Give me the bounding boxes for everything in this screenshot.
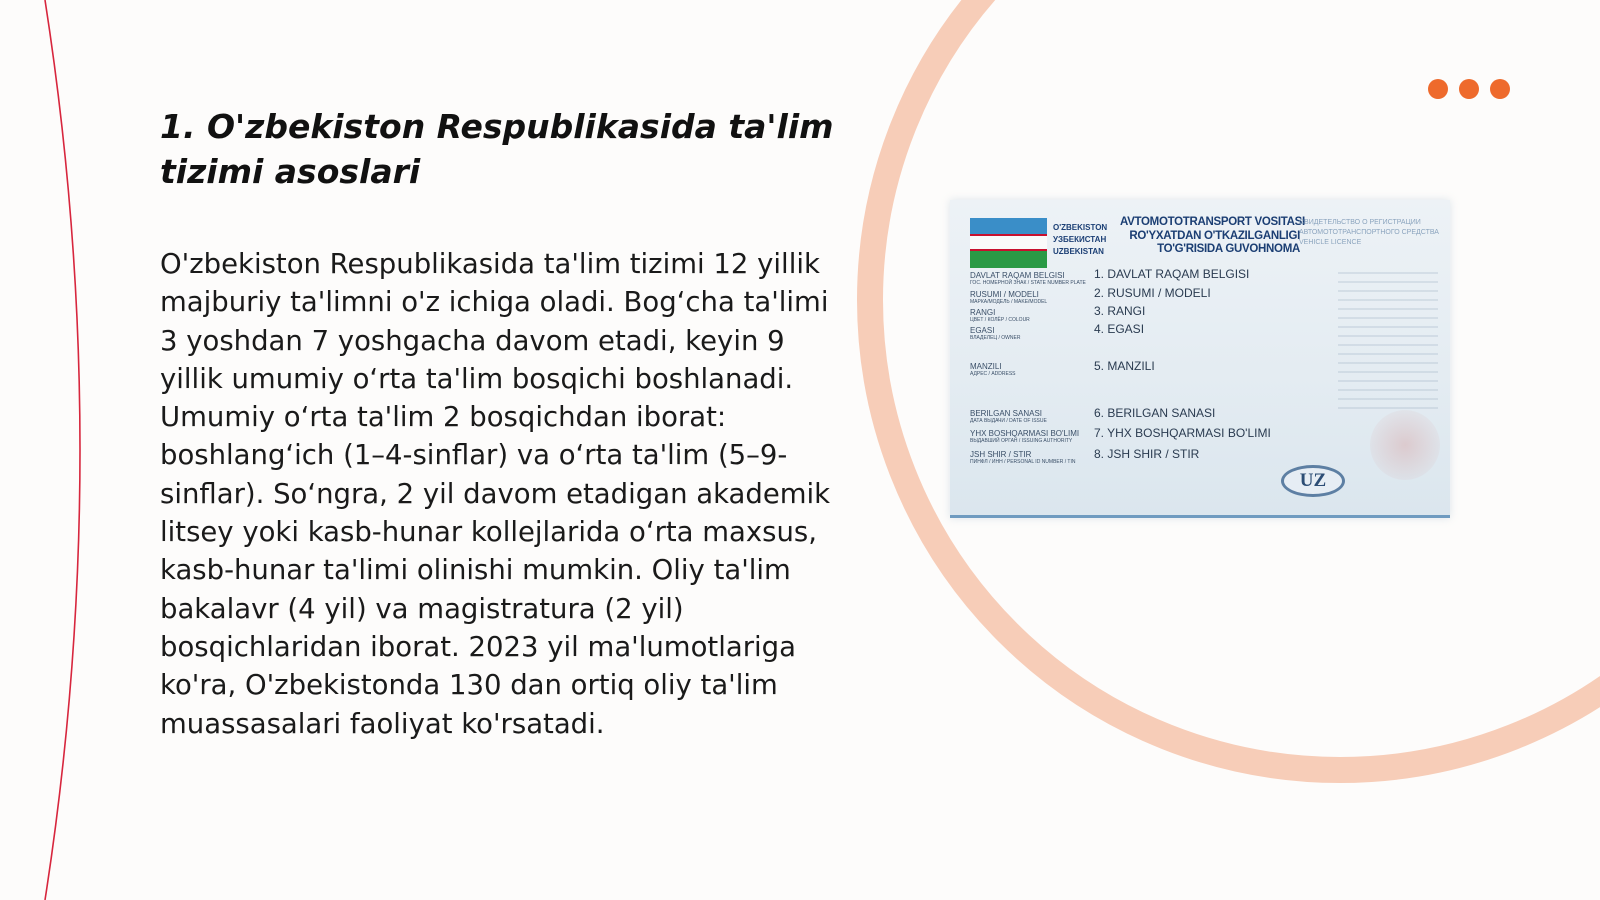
more-options-icon <box>1428 79 1510 99</box>
card-subtitle-line: АВТОМОТОТРАНСПОРТНОГО СРЕДСТВА <box>1299 229 1439 236</box>
card-subtitle-line: VEHICLE LICENCE <box>1299 239 1362 246</box>
country-line: УЗБЕКИСТАН <box>1053 235 1107 244</box>
field-value: 8. JSH SHIR / STIR <box>1094 447 1200 461</box>
field-value: 3. RANGI <box>1094 304 1146 318</box>
card-stamp <box>1370 410 1440 480</box>
field-label: EGASI ВЛАДЕЛЕЦ / OWNER <box>970 326 1021 341</box>
field-label: RUSUMI / MODELI МАРКА/МОДЕЛЬ / MAKE/MODEL <box>970 290 1048 305</box>
slide-body-text: O'zbekiston Respublikasida ta'lim tizimi 12 yillik majburiy ta'limni o'z ichiga oladi. Bog‘cha ta'limi 3 yoshdan 7 yoshgacha davom etadi, keyin 9 yillik umumiy o‘rta ta'lim bosqichi boshlanadi. Umumiy o‘rta ta'lim 2 bosqichdan iborat: boshlang‘ich (1–4-sinflar) va o‘rta ta'lim (5–9-sinflar). So‘ngra, 2 yil davom etadigan akademik litsey yoki kasb-hunar kollejlarida o‘rta maxsus, kasb-hunar ta'limi olinishi mumkin. Oliy ta'lim bakalavr (4 yil) va magistratura (2 yil) bosqichlaridan iborat. 2023 yil ma'lumotlariga ko'ra, O'zbekistonda 130 dan ortiq oliy ta'lim muassasalari faoliyat ko'rsatadi. <box>160 248 831 740</box>
field-value: 7. YHX BOSHQARMASI BO'LIMI <box>1094 426 1271 440</box>
field-value: 1. DAVLAT RAQAM BELGISI <box>1094 267 1250 281</box>
field-value: 2. RUSUMI / MODELI <box>1094 286 1211 300</box>
card-title <box>1120 216 1305 257</box>
dot-icon <box>1428 79 1448 99</box>
field-label: MANZILI АДРЕС / ADDRESS <box>970 362 1016 377</box>
field-value: 4. EGASI <box>1094 322 1145 336</box>
field-label: YHX BOSHQARMASI BO'LIMI ВЫДАВШИЙ ОРГАН / ISSUING AUTHORITY <box>970 429 1080 444</box>
country-line: O'ZBEKISTON <box>1053 223 1108 232</box>
card-subtitle-line: СВИДЕТЕЛЬСТВО О РЕГИСТРАЦИИ <box>1299 219 1421 226</box>
left-curve-line <box>45 0 80 900</box>
uzbekistan-flag-icon <box>970 218 1047 268</box>
card-faint-text-lines <box>1338 272 1438 412</box>
card-title-line: RO'YXATDAN O'TKAZILGANLIGI <box>1129 229 1300 242</box>
dot-icon <box>1490 79 1510 99</box>
field-value: 5. MANZILI <box>1094 359 1155 373</box>
field-label: BERILGAN SANASI ДАТА ВЫДАЧИ / DATE OF ISSUE <box>970 409 1047 424</box>
card-title-line: TO'G'RISIDA GUVOHNOMA <box>1157 243 1300 255</box>
field-label: JSH SHIR / STIR ПИНФЛ / ИНН / PERSONAL ID NUMBER / TIN <box>970 450 1076 465</box>
card-country-name <box>1053 222 1107 258</box>
field-label: RANGI ЦВЕТ / КОЛЁР / COLOUR <box>970 308 1030 323</box>
card-title-line: AVTOMOTOTRANSPORT VOSITASI <box>1120 216 1305 228</box>
field-label: DAVLAT RAQAM BELGISI ГОС. НОМЕРНОЙ ЗНАК / STATE NUMBER PLATE <box>970 271 1086 286</box>
uz-emblem: UZ <box>1281 465 1345 497</box>
country-line: UZBEKISTAN <box>1053 247 1104 256</box>
dot-icon <box>1459 79 1479 99</box>
card-subtitle <box>1299 218 1449 248</box>
slide-title: 1. O'zbekiston Respublikasida ta'lim tizimi asoslari <box>160 107 834 191</box>
vehicle-registration-card-image <box>950 200 1450 518</box>
field-value: 6. BERILGAN SANASI <box>1094 406 1216 420</box>
